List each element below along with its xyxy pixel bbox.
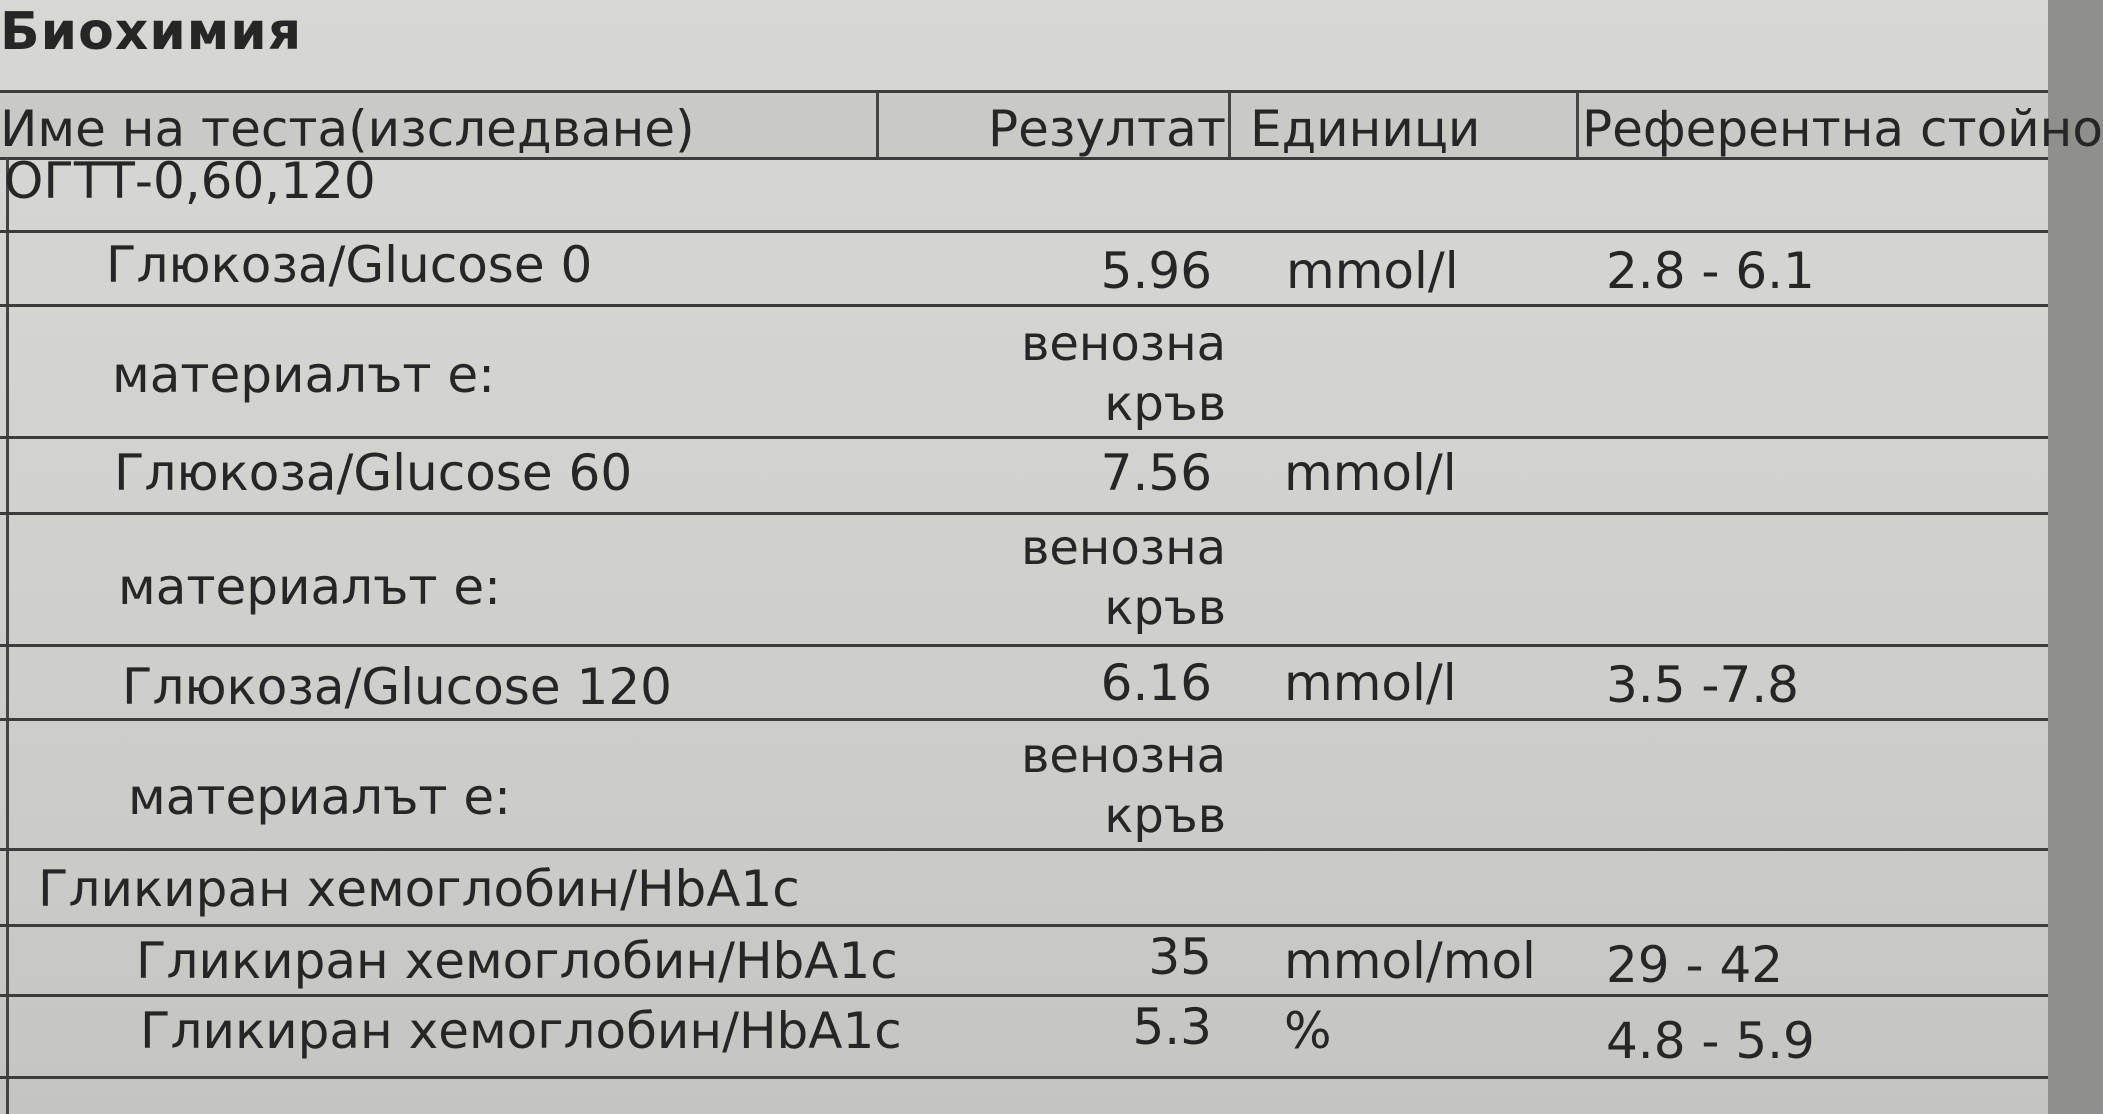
result-value: 5.3	[1132, 998, 1212, 1056]
table-row	[0, 996, 2048, 1068]
result-value: 35	[1148, 928, 1212, 986]
group-title: Гликиран хемоглобин/HbA1c	[38, 860, 800, 918]
reference-value: 29 - 42	[1606, 936, 1784, 994]
table-row	[0, 306, 2048, 436]
material-label: материалът е:	[112, 346, 496, 404]
result-value: 7.56	[1100, 444, 1212, 502]
reference-value: 3.5 -7.8	[1606, 656, 1799, 714]
table-row	[0, 720, 2048, 848]
table-row	[0, 438, 2048, 512]
units-value: mmol/l	[1286, 242, 1459, 300]
divider	[0, 1076, 2048, 1079]
test-name: Глюкоза/Glucose 60	[114, 444, 633, 502]
table-row	[0, 232, 2048, 304]
column-divider	[1576, 92, 1579, 158]
units-value: %	[1284, 1002, 1332, 1060]
column-divider	[876, 92, 879, 158]
test-name: Гликиран хемоглобин/HbA1c	[140, 1002, 902, 1060]
table-row	[0, 514, 2048, 644]
reference-value: 2.8 - 6.1	[1606, 242, 1815, 300]
material-line: кръв	[1104, 580, 1226, 636]
material-line: венозна	[1021, 520, 1226, 576]
units-value: mmol/l	[1284, 654, 1457, 712]
units-value: mmol/l	[1284, 444, 1457, 502]
test-name: Глюкоза/Glucose 0	[106, 236, 593, 294]
material-line: кръв	[1104, 376, 1226, 432]
header-test-name: Име на теста(изследване)	[0, 100, 695, 158]
table-row	[0, 926, 2048, 994]
material-line: венозна	[1021, 728, 1226, 784]
material-value	[980, 314, 1226, 434]
header-result: Резултат	[988, 100, 1226, 158]
divider	[0, 848, 2048, 851]
material-value	[980, 726, 1226, 846]
header-units: Единици	[1250, 100, 1481, 158]
units-value: mmol/mol	[1284, 932, 1536, 990]
reference-value: 4.8 - 5.9	[1606, 1012, 1815, 1070]
header-reference: Референтна стойно	[1582, 100, 2103, 158]
result-value: 6.16	[1100, 654, 1212, 712]
material-line: кръв	[1104, 788, 1226, 844]
test-name: Глюкоза/Glucose 120	[122, 658, 672, 716]
material-label: материалът е:	[118, 558, 502, 616]
section-title: Биохимия	[0, 2, 303, 62]
test-name: Гликиран хемоглобин/HbA1c	[136, 932, 898, 990]
column-divider	[1228, 92, 1231, 158]
material-value	[980, 518, 1226, 638]
table-row	[0, 646, 2048, 718]
result-value: 5.96	[1100, 242, 1212, 300]
material-line: венозна	[1021, 316, 1226, 372]
material-label: материалът е:	[128, 768, 512, 826]
group-title: ОГТТ-0,60,120	[4, 152, 376, 210]
